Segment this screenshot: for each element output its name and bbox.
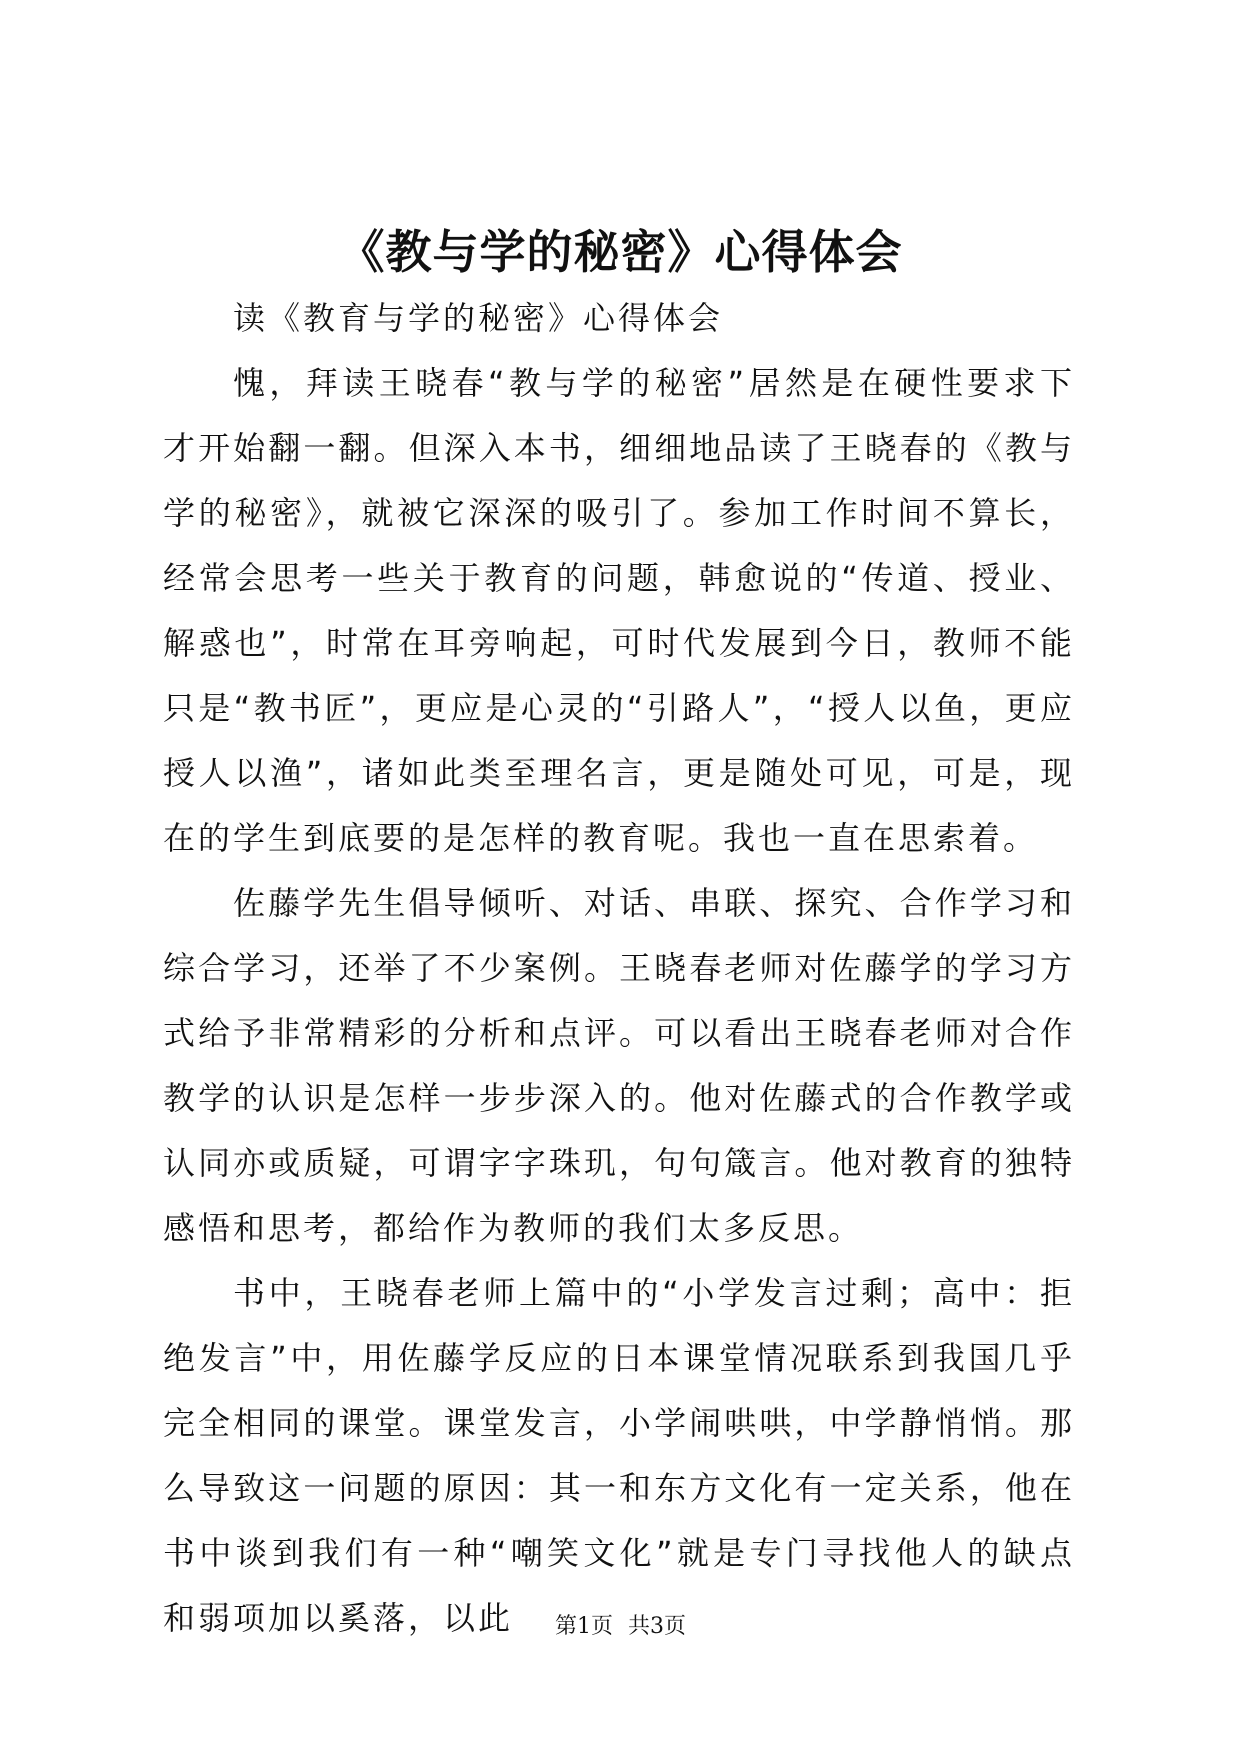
page-total: 共3页 — [628, 1614, 686, 1639]
paragraph-2: 佐藤学先生倡导倾听、对话、串联、探究、合作学习和综合学习，还举了不少案例。王晓春老师对佐藤学的学习方式给予非常精彩的分析和点评。可以看出王晓春老师对合作教学的认识是怎样一步步深入的。他对佐藤式的合作教学或认同亦或质疑，可谓字字珠玑，句句箴言。他对教育的独特感悟和思考，都给作为教师的我们太多反思。 — [163, 884, 1075, 1247]
paragraph-1: 愧，拜读王晓春“教与学的秘密”居然是在硬性要求下才开始翻一翻。但深入本书，细细地品读了王晓春的《教与学的秘密》，就被它深深的吸引了。参加工作时间不算长，经常会思考一些关于教育的问题，韩愈说的“传道、授业、解惑也”，时常在耳旁响起，可时代发展到今日，教师不能只是“教书匠”，更应是心灵的“引路人”，“授人以鱼，更应授人以渔”，诸如此类至理名言，更是随处可见，可是，现在的学生到底要的是怎样的教育呢。我也一直在思索着。 — [163, 364, 1075, 857]
document-body — [163, 286, 1075, 1651]
document-title: 《教与学的秘密》心得体会 — [338, 225, 903, 279]
paragraph-3: 书中，王晓春老师上篇中的“小学发言过剩；高中：拒绝发言”中，用佐藤学反应的日本课堂情况联系到我国几乎完全相同的课堂。课堂发言，小学闹哄哄，中学静悄悄。那么导致这一问题的原因：其一和东方文化有一定关系，他在书中谈到我们有一种“嘲笑文化”就是专门寻找他人的缺点和弱项加以奚落，以此 — [163, 1274, 1075, 1637]
page-number: 第1页 — [555, 1614, 613, 1639]
page-footer — [0, 1612, 1241, 1642]
document-subtitle: 读《教育与学的秘密》心得体会 — [233, 299, 724, 337]
